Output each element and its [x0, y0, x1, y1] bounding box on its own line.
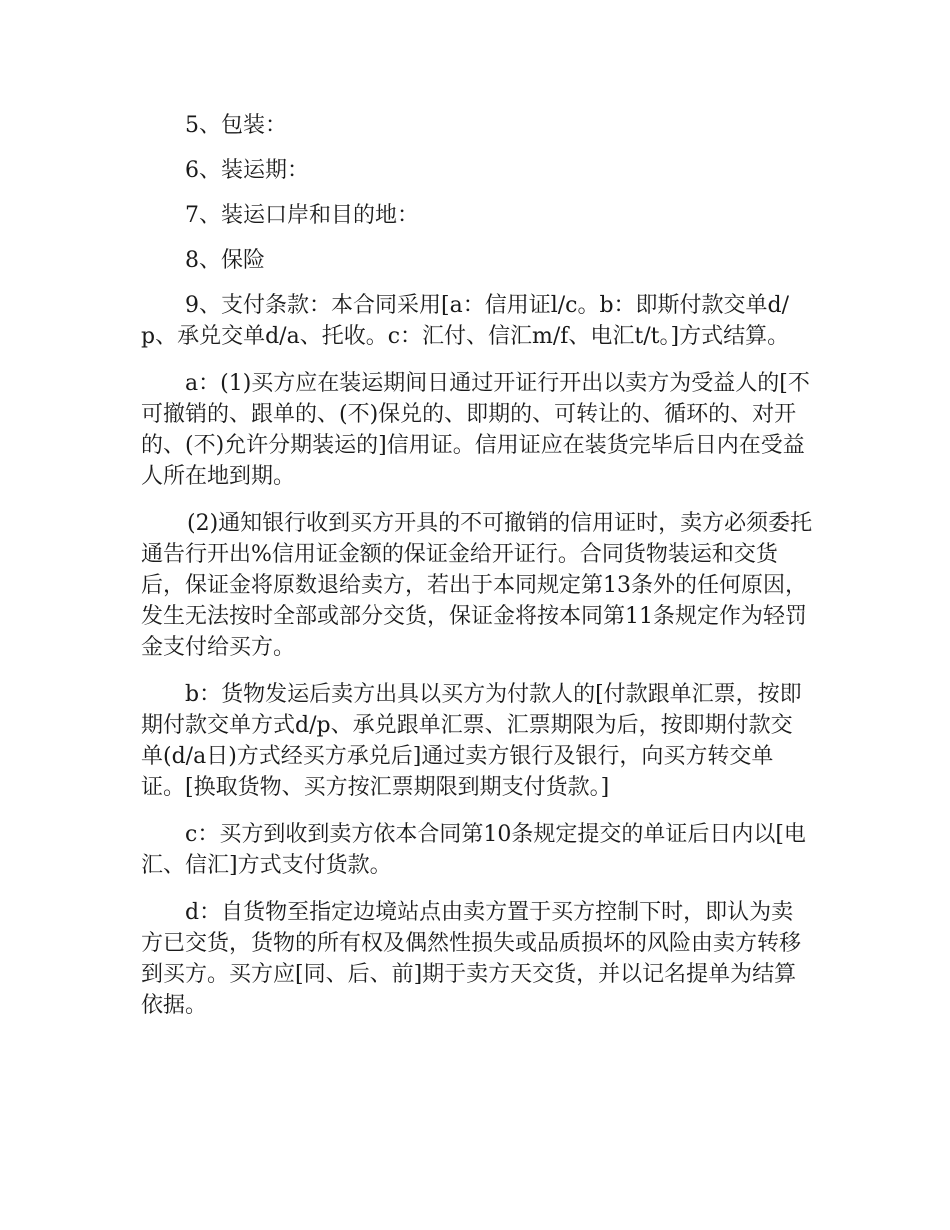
clause-payment-d: d：自货物至指定边境站点由卖方置于买方控制下时，即认为卖方已交货，货物的所有权及偶然性损失或品质损坏的风险由卖方转移到买方。买方应[同、后、前]期于卖方天交货，并以记名提单为结算依据。: [141, 900, 802, 1018]
clause-payment-terms: 9、支付条款：本合同采用[a：信用证l/c。b：即斯付款交单d/p、承兑交单d/a、托收。c：汇付、信汇m/f、电汇t/t。]方式结算。: [141, 293, 790, 349]
clause-ports: 7、装运口岸和目的地：: [185, 203, 419, 228]
clause-shipment-period: 6、装运期：: [185, 158, 309, 183]
clause-payment-a-2: (2)通知银行收到买方开具的不可撤销的信用证时，卖方必须委托通告行开出%信用证金额的保证金给开证行。合同货物装运和交货后，保证金将原数退给卖方，若出于本同规定第13条外的任何原因，发生无法按时全部或部分交货，保证金将按本同第11条规定作为轻罚金支付给买方。: [141, 511, 813, 660]
clause-payment-b: b：货物发运后卖方出具以买方为付款人的[付款跟单汇票，按即期付款交单方式d/p、承兑跟单汇票、汇票期限为后，按即期付款交单(d/a日)方式经买方承兑后]通过卖方银行及银行，向买方转交单证。[换取货物、买方按汇票期限到期支付货款。]: [141, 682, 802, 800]
clause-packaging: 5、包装：: [185, 113, 287, 138]
document-page: [141, 110, 813, 1037]
clause-insurance: 8、保险: [185, 248, 265, 273]
clause-payment-c: c：买方到收到卖方依本合同第10条规定提交的单证后日内以[电汇、信汇]方式支付货款。: [141, 822, 806, 878]
clause-payment-a-1: a：(1)买方应在装运期间日通过开证行开出以卖方为受益人的[不可撤销的、跟单的、(不)保兑的、即期的、可转让的、循环的、对开的、(不)允许分期装运的]信用证。信用证应在装货完毕后日内在受益人所在地到期。: [141, 371, 810, 489]
